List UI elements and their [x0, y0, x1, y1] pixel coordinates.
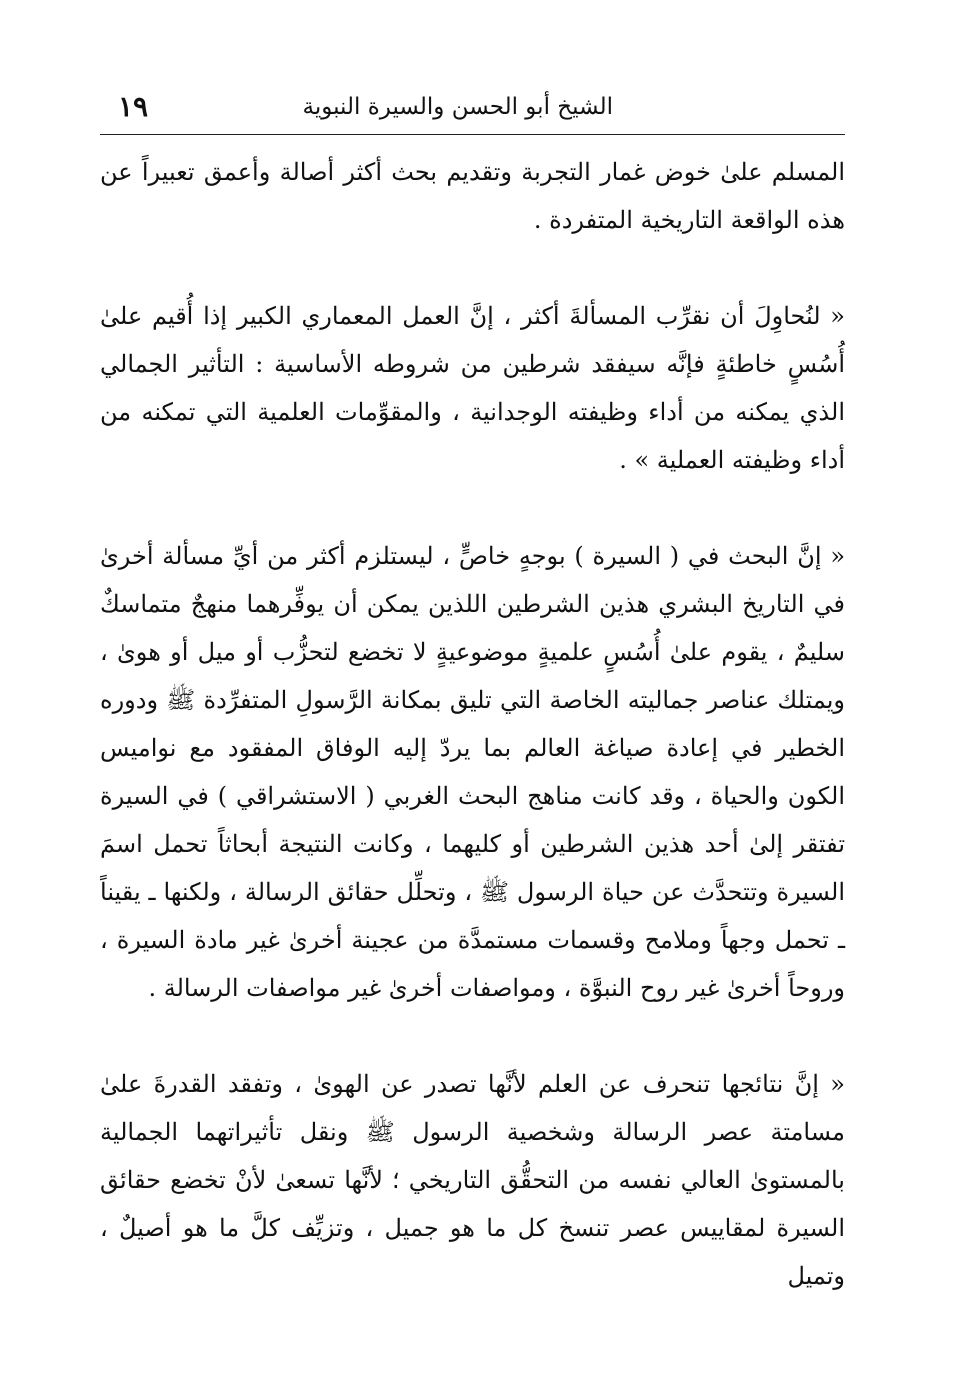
- paragraph-quote-results: « إنَّ نتائجها تنحرف عن العلم لأنَّها تصدر عن الهوىٰ ، وتفقد القدرةَ علىٰ مسامتة عصر الرسالة وشخصية الرسول ﷺ ونقل تأثيراتهما الجمالية بالمستوىٰ العالي نفسه من التحقُّق التاريخي ؛ لأنَّها تسعىٰ لأنْ تخضع حقائق السيرة لمقاييس عصر تنسخ كل ما هو جميل ، وتزيِّف كلَّ ما هو أصيلٌ ، وتميل: [100, 1070, 845, 1290]
- paragraph-quote-sira-research: « إنَّ البحث في ( السيرة ) بوجهٍ خاصٍّ ، ليستلزم أكثر من أيِّ مسألة أخرىٰ في التاريخ البشري هذين الشرطين اللذين يمكن أن يوفِّرهما منهجٌ متماسكٌ سليمٌ ، يقوم علىٰ أُسُسٍ علميةٍ موضوعيةٍ لا تخضع لتحزُّب أو ميل أو هوىٰ ، ويمتلك عناصر جماليته الخاصة التي تليق بمكانة الرَّسولِ المتفرِّدة ﷺ ودوره الخطير في إعادة صياغة العالم بما يردّ إليه الوفاق المفقود مع نواميس الكون والحياة ، وقد كانت مناهج البحث الغربي ( الاستشراقي ) في السيرة تفتقر إلىٰ أحد هذين الشرطين أو كليهما ، وكانت النتيجة أبحاثاً تحمل اسمَ السيرة وتتحدَّث عن حياة الرسول ﷺ ، وتحلِّل حقائق الرسالة ، ولكنها ـ يقيناً ـ تحمل وجهاً وملامح وقسمات مستمدَّة من عجينة أخرىٰ غير مادة السيرة ، وروحاً أخرىٰ غير روح النبوَّة ، ومواصفات أخرىٰ غير مواصفات الرسالة .: [100, 542, 845, 1002]
- body-text: [100, 148, 845, 1300]
- running-title: الشيخ أبو الحسن والسيرة النبوية: [302, 94, 613, 120]
- page-number: ١٩: [118, 90, 149, 123]
- running-header: [100, 88, 845, 132]
- paragraph-quote-architecture: « لنُحاوِلَ أن نقرِّب المسألةَ أكثر ، إنَّ العمل المعماري الكبير إذا أُقيم علىٰ أُسُسٍ خاطئةٍ فإنَّه سيفقد شرطين من شروطه الأساسية : التأثير الجمالي الذي يمكنه من أداء وظيفته الوجدانية ، والمقوِّمات العلمية التي تمكنه من أداء وظيفته العملية » .: [100, 302, 845, 474]
- header-rule: [100, 134, 845, 135]
- paragraph-continuation: المسلم علىٰ خوض غمار التجربة وتقديم بحث أكثر أصالة وأعمق تعبيراً عن هذه الواقعة التاريخية المتفردة .: [100, 158, 845, 234]
